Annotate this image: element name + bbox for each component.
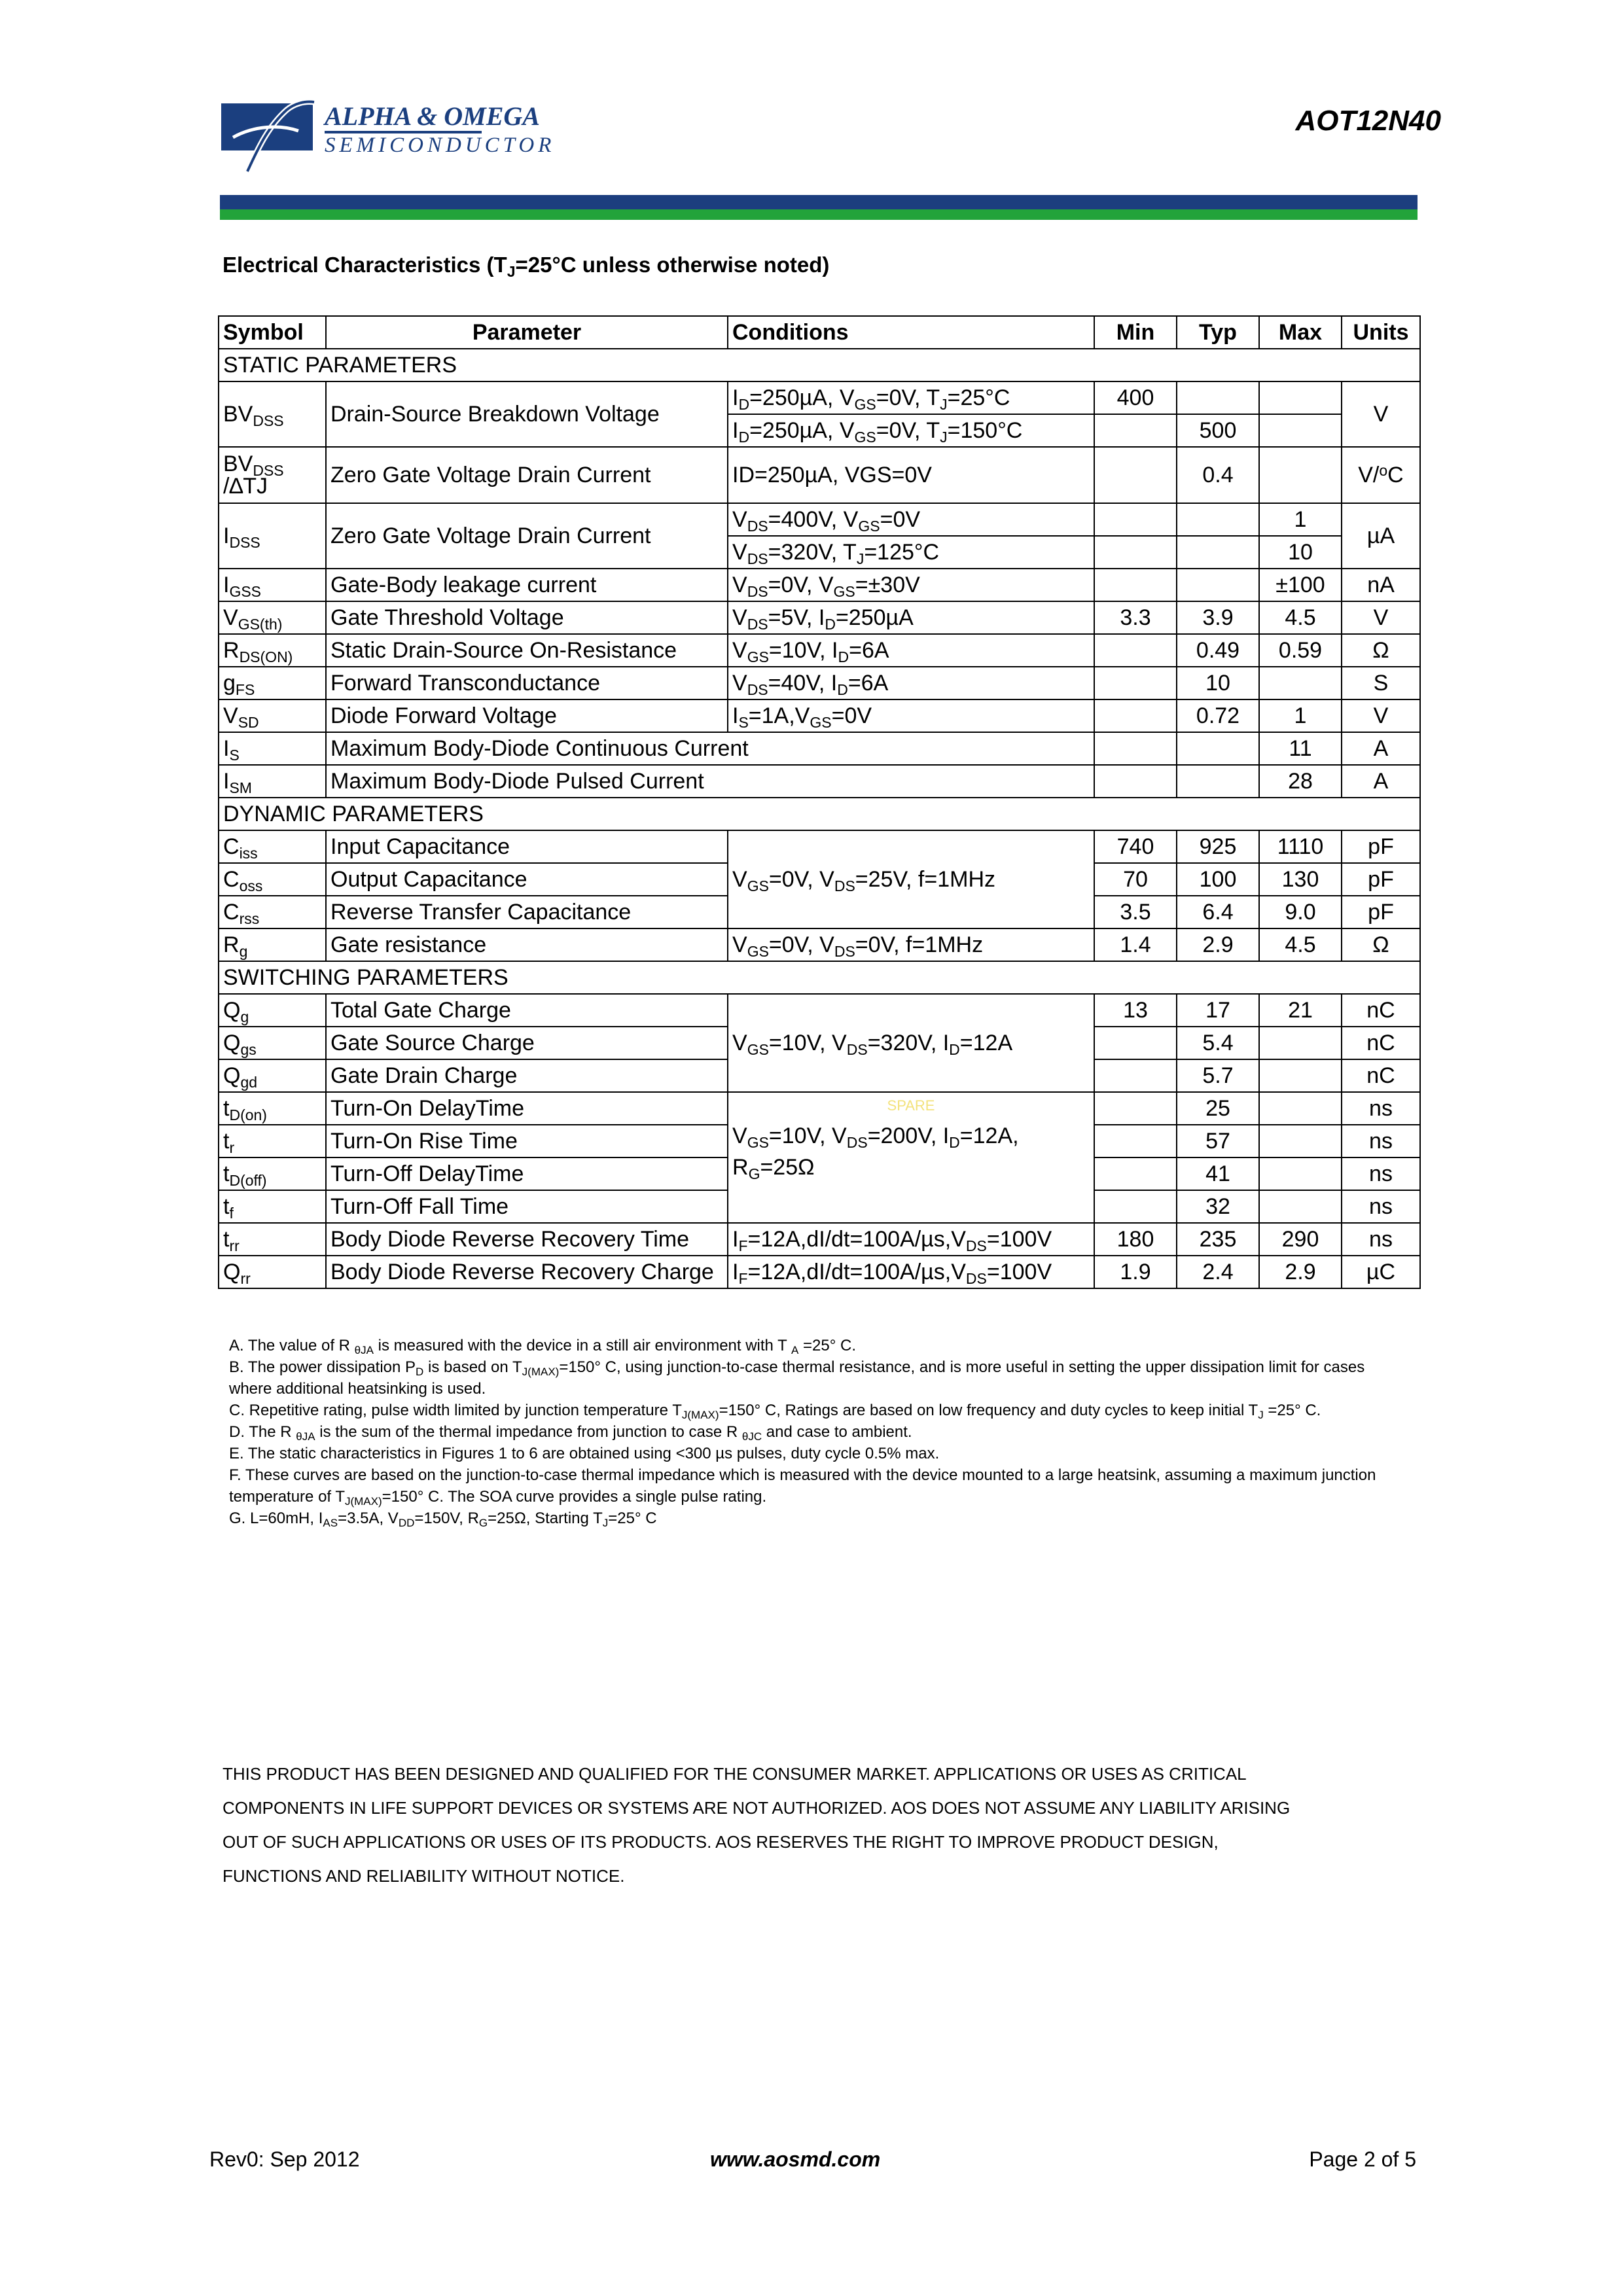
typ-cell: 0.4 <box>1177 447 1259 503</box>
min-cell <box>1094 765 1177 798</box>
max-cell: 21 <box>1259 994 1342 1027</box>
min-cell: 180 <box>1094 1223 1177 1256</box>
typ-cell: 3.9 <box>1177 601 1259 634</box>
symbol-cell: $R_g$ <box>219 928 326 961</box>
units-cell: S <box>1342 667 1420 699</box>
typ-cell: 500 <box>1177 414 1259 447</box>
parameter-cell: Reverse Transfer Capacitance <box>326 896 728 928</box>
min-cell: 1.4 <box>1094 928 1177 961</box>
units-cell: µC <box>1342 1256 1420 1288</box>
min-cell <box>1094 1059 1177 1092</box>
time-rows <box>219 1092 1420 1223</box>
conditions-cell: $I_D=250\mu A$, $V_{GS}=0V$, $T_J=150^\circ C$ <box>728 414 1094 447</box>
units-cell: pF <box>1342 896 1420 928</box>
col-header-parameter: Parameter <box>326 316 728 349</box>
max-cell <box>1259 1092 1342 1125</box>
dynamic-rows <box>219 830 1420 928</box>
conditions-cell: $I_F=12A,dI/dt=100A/\mu s,V_{DS}=100V$ <box>728 1223 1094 1256</box>
table-row <box>219 928 1420 961</box>
units-cell: nA <box>1342 569 1420 601</box>
units-cell: ns <box>1342 1190 1420 1223</box>
symbol-cell: $C_{oss}$ <box>219 863 326 896</box>
charge-rows <box>219 994 1420 1092</box>
min-cell <box>1094 414 1177 447</box>
conditions-cell: $V_{DS}=400V$, $V_{GS}=0V$ <box>728 503 1094 536</box>
diode-rows <box>219 1223 1420 1288</box>
max-cell <box>1259 381 1342 414</box>
table-row <box>219 1092 1420 1125</box>
typ-cell: 5.4 <box>1177 1027 1259 1059</box>
conditions-cell: $V_{GS}=10V$, $I_D=6A$ <box>728 634 1094 667</box>
max-cell: 130 <box>1259 863 1342 896</box>
typ-cell: 6.4 <box>1177 896 1259 928</box>
max-cell: 9.0 <box>1259 896 1342 928</box>
company-logo <box>221 98 588 175</box>
max-cell <box>1259 1027 1342 1059</box>
symbol-cell: $V_{GS(th)}$ <box>219 601 326 634</box>
units-cell: V <box>1342 699 1420 732</box>
typ-cell: 32 <box>1177 1190 1259 1223</box>
units-cell: nC <box>1342 1059 1420 1092</box>
typ-cell <box>1177 569 1259 601</box>
typ-cell: 17 <box>1177 994 1259 1027</box>
symbol-cell: $C_{iss}$ <box>219 830 326 863</box>
max-cell <box>1259 1125 1342 1157</box>
min-cell <box>1094 1190 1177 1223</box>
parameter-cell: Forward Transconductance <box>326 667 728 699</box>
typ-cell: 925 <box>1177 830 1259 863</box>
table-row <box>219 699 1420 732</box>
parameter-cell: Body Diode Reverse Recovery Time <box>326 1223 728 1256</box>
min-cell: 1.9 <box>1094 1256 1177 1288</box>
typ-cell <box>1177 536 1259 569</box>
disclaimer-line: OUT OF SUCH APPLICATIONS OR USES OF ITS PRODUCTS. AOS RESERVES THE RIGHT TO IMPROVE PRODUCT DESIGN, <box>223 1832 1219 1852</box>
units-cell: ns <box>1342 1223 1420 1256</box>
units-cell: A <box>1342 732 1420 765</box>
parameter-cell: Zero Gate Voltage Drain Current <box>326 503 728 569</box>
parameter-cell: Turn-On Rise Time <box>326 1125 728 1157</box>
footnote: E. The static characteristics in Figures 1 to 6 are obtained using <300 µs pulses, duty cycle 0.5% max. <box>229 1445 940 1462</box>
disclaimer-line: FUNCTIONS AND RELIABILITY WITHOUT NOTICE. <box>223 1866 625 1886</box>
table-row <box>219 667 1420 699</box>
max-cell <box>1259 667 1342 699</box>
conditions-cell: $V_{DS}=5V$, $I_D=250\mu A$ <box>728 601 1094 634</box>
max-cell: 1110 <box>1259 830 1342 863</box>
parameter-cell: Gate Source Charge <box>326 1027 728 1059</box>
table-row <box>219 1223 1420 1256</box>
max-cell: 11 <box>1259 732 1342 765</box>
col-header-max: Max <box>1259 316 1342 349</box>
max-cell <box>1259 1157 1342 1190</box>
parameter-cell: Diode Forward Voltage <box>326 699 728 732</box>
static-rows <box>219 569 1420 732</box>
min-cell: 3.3 <box>1094 601 1177 634</box>
units-cell: ns <box>1342 1125 1420 1157</box>
parameter-cell: Maximum Body-Diode Continuous Current <box>326 732 1094 765</box>
min-cell <box>1094 447 1177 503</box>
max-cell: 2.9 <box>1259 1256 1342 1288</box>
conditions-cell: $V_{DS}=40V$, $I_D=6A$ <box>728 667 1094 699</box>
symbol-cell: $I_{DSS}$ <box>219 503 326 569</box>
units-cell: V <box>1342 601 1420 634</box>
col-header-symbol: Symbol <box>219 316 326 349</box>
typ-cell <box>1177 732 1259 765</box>
typ-cell: 5.7 <box>1177 1059 1259 1092</box>
faint-annotation: SPARE <box>887 1097 935 1114</box>
units-cell: V <box>1342 381 1420 447</box>
symbol-cell: $V_{SD}$ <box>219 699 326 732</box>
min-cell: 70 <box>1094 863 1177 896</box>
parameter-cell: Turn-Off Fall Time <box>326 1190 728 1223</box>
parameter-cell: Drain-Source Breakdown Voltage <box>326 381 728 447</box>
conditions-cell: $V_{GS}=10V$, $V_{DS}=320V$, $I_D=12A$ <box>728 994 1094 1092</box>
min-cell <box>1094 667 1177 699</box>
conditions-cell: $V_{GS}=0V$, $V_{DS}=25V$, f=1MHz <box>728 830 1094 928</box>
disclaimer <box>223 1757 1414 1893</box>
symbol-cell: $I_S$ <box>219 732 326 765</box>
typ-cell: 2.9 <box>1177 928 1259 961</box>
header-band-green <box>220 209 1418 220</box>
symbol-cell: $BV_{DSS}$ /∆TJ <box>219 447 326 503</box>
table-header-row <box>219 316 1420 349</box>
units-cell: ns <box>1342 1092 1420 1125</box>
symbol-cell: $Q_g$ <box>219 994 326 1027</box>
max-cell: 0.59 <box>1259 634 1342 667</box>
parameter-cell: Static Drain-Source On-Resistance <box>326 634 728 667</box>
min-cell <box>1094 1027 1177 1059</box>
symbol-cell: $t_{D(off)}$ <box>219 1157 326 1190</box>
typ-cell: 235 <box>1177 1223 1259 1256</box>
min-cell <box>1094 732 1177 765</box>
conditions-cell: ID=250µA, VGS=0V <box>728 447 1094 503</box>
logo-subtitle: SEMICONDUCTOR <box>325 133 556 157</box>
max-cell: 4.5 <box>1259 601 1342 634</box>
max-cell <box>1259 1059 1342 1092</box>
min-cell: 400 <box>1094 381 1177 414</box>
units-cell: V/$^o$C <box>1342 447 1420 503</box>
table-row <box>219 765 1420 798</box>
table-row <box>219 732 1420 765</box>
parameter-cell: Gate Threshold Voltage <box>326 601 728 634</box>
conditions-cell: $I_S=1A,V_{GS}=0V$ <box>728 699 1094 732</box>
symbol-cell: $R_{DS(ON)}$ <box>219 634 326 667</box>
symbol-cell: $t_{rr}$ <box>219 1223 326 1256</box>
conditions-cell: $I_F=12A,dI/dt=100A/\mu s,V_{DS}=100V$ <box>728 1256 1094 1288</box>
symbol-cell: $Q_{gd}$ <box>219 1059 326 1092</box>
max-cell: 1 <box>1259 699 1342 732</box>
footnote: D. The R $_{\theta JA}$ is the sum of the thermal impedance from junction to case R $_{\theta JC}$ and case to ambient. <box>229 1423 912 1443</box>
max-cell <box>1259 447 1342 503</box>
min-cell <box>1094 536 1177 569</box>
table-row <box>219 381 1420 414</box>
footer-website-link[interactable]: www.aosmd.com <box>710 2147 881 2171</box>
symbol-cell: $C_{rss}$ <box>219 896 326 928</box>
parameter-cell: Zero Gate Voltage Drain Current <box>326 447 728 503</box>
units-cell: nC <box>1342 1027 1420 1059</box>
min-cell <box>1094 503 1177 536</box>
section-row-switching: SWITCHING PARAMETERS <box>219 961 1420 994</box>
typ-cell: 100 <box>1177 863 1259 896</box>
units-cell: pF <box>1342 830 1420 863</box>
table-row <box>219 569 1420 601</box>
min-cell: 13 <box>1094 994 1177 1027</box>
parameter-cell: Turn-On DelayTime <box>326 1092 728 1125</box>
typ-cell <box>1177 381 1259 414</box>
col-header-typ: Typ <box>1177 316 1259 349</box>
min-cell <box>1094 699 1177 732</box>
parameter-cell: Input Capacitance <box>326 830 728 863</box>
min-cell: 3.5 <box>1094 896 1177 928</box>
table-row <box>219 447 1420 503</box>
typ-cell: 57 <box>1177 1125 1259 1157</box>
typ-cell <box>1177 765 1259 798</box>
typ-cell <box>1177 503 1259 536</box>
parameter-cell: Gate resistance <box>326 928 728 961</box>
conditions-cell: SPARE $V_{GS}=10V$, $V_{DS}=200V$, $I_D=12A$, $R_G=25\Omega$ <box>728 1092 1094 1223</box>
logo-name: ALPHA & OMEGA <box>325 101 540 131</box>
col-header-min: Min <box>1094 316 1177 349</box>
static-span-rows <box>219 732 1420 798</box>
units-cell: Ω <box>1342 928 1420 961</box>
header-band-blue <box>220 195 1418 209</box>
typ-cell: 2.4 <box>1177 1256 1259 1288</box>
typ-cell: 25 <box>1177 1092 1259 1125</box>
footnote: A. The value of R $_{\theta JA}$ is measured with the device in a still air environment with T $_A$ =25° C. <box>229 1337 857 1356</box>
parameter-cell: Gate-Body leakage current <box>326 569 728 601</box>
col-header-conditions: Conditions <box>728 316 1094 349</box>
parameter-cell: Turn-Off DelayTime <box>326 1157 728 1190</box>
conditions-cell: $I_D=250\mu A$, $V_{GS}=0V$, $T_J=25^\circ C$ <box>728 381 1094 414</box>
min-cell <box>1094 1092 1177 1125</box>
typ-cell: 10 <box>1177 667 1259 699</box>
min-cell <box>1094 1125 1177 1157</box>
part-number: AOT12N40 <box>1295 105 1441 137</box>
conditions-cell: $V_{DS}=320V$, $T_J=125^\circ C$ <box>728 536 1094 569</box>
max-cell: 1 <box>1259 503 1342 536</box>
units-cell: A <box>1342 765 1420 798</box>
units-cell: pF <box>1342 863 1420 896</box>
table-row <box>219 1256 1420 1288</box>
min-cell: 740 <box>1094 830 1177 863</box>
symbol-cell: $t_f$ <box>219 1190 326 1223</box>
footer-page-number: Page 2 of 5 <box>1309 2147 1416 2171</box>
symbol-cell: $g_{FS}$ <box>219 667 326 699</box>
symbol-cell: $t_r$ <box>219 1125 326 1157</box>
conditions-cell: $V_{GS}=0V$, $V_{DS}=0V$, f=1MHz <box>728 928 1094 961</box>
section-title: Electrical Characteristics ($T_J=25^\circ C$ unless otherwise noted) <box>223 253 830 280</box>
units-cell: ns <box>1342 1157 1420 1190</box>
typ-cell: 0.49 <box>1177 634 1259 667</box>
typ-cell: 0.72 <box>1177 699 1259 732</box>
electrical-characteristics-table <box>218 315 1421 1289</box>
max-cell: 290 <box>1259 1223 1342 1256</box>
symbol-cell: $Q_{gs}$ <box>219 1027 326 1059</box>
max-cell: 4.5 <box>1259 928 1342 961</box>
units-cell: Ω <box>1342 634 1420 667</box>
parameter-cell: Output Capacitance <box>326 863 728 896</box>
footer-revision: Rev0: Sep 2012 <box>209 2147 360 2171</box>
typ-cell: 41 <box>1177 1157 1259 1190</box>
disclaimer-line: THIS PRODUCT HAS BEEN DESIGNED AND QUALIFIED FOR THE CONSUMER MARKET. APPLICATIONS OR USES AS CRITICAL <box>223 1764 1247 1784</box>
parameter-cell: Gate Drain Charge <box>326 1059 728 1092</box>
table-row <box>219 601 1420 634</box>
disclaimer-line: COMPONENTS IN LIFE SUPPORT DEVICES OR SYSTEMS ARE NOT AUTHORIZED. AOS DOES NOT ASSUME ANY LIABILITY ARISING <box>223 1798 1291 1818</box>
table-row <box>219 994 1420 1027</box>
section-row-dynamic: DYNAMIC PARAMETERS <box>219 798 1420 830</box>
min-cell <box>1094 634 1177 667</box>
min-cell <box>1094 1157 1177 1190</box>
col-header-units: Units <box>1342 316 1420 349</box>
footnote: G. L=60mH, $I_{AS}=3.5A$, $V_{DD}=150V$, $R_G=25\Omega$, Starting $T_J=25^\circ$ C <box>229 1510 657 1529</box>
min-cell <box>1094 569 1177 601</box>
footnote: C. Repetitive rating, pulse width limited by junction temperature $T_{J(MAX)}=150^\circ$ C, Ratings are based on low frequency and duty cycles to keep initial $T_J =25^\circ$ C. <box>229 1402 1321 1421</box>
logo-alpha-icon <box>221 98 326 175</box>
footnote: B. The power dissipation $P_D$ is based on $T_{J(MAX)}=150^\circ$ C, using junction-to-case thermal resistance, and is more useful in setting the upper dissipation limit for cases where additional heatsinking is used. <box>229 1358 1365 1398</box>
parameter-cell: Maximum Body-Diode Pulsed Current <box>326 765 1094 798</box>
table-row <box>219 634 1420 667</box>
symbol-cell: $BV_{DSS}$ <box>219 381 326 447</box>
max-cell: 28 <box>1259 765 1342 798</box>
symbol-cell: $Q_{rr}$ <box>219 1256 326 1288</box>
symbol-cell: $I_{SM}$ <box>219 765 326 798</box>
parameter-cell: Body Diode Reverse Recovery Charge <box>326 1256 728 1288</box>
max-cell <box>1259 1190 1342 1223</box>
section-row-static: STATIC PARAMETERS <box>219 349 1420 381</box>
units-cell: nC <box>1342 994 1420 1027</box>
symbol-cell: $I_{GSS}$ <box>219 569 326 601</box>
footnote: F. These curves are based on the junction-to-case thermal impedance which is measured with the device mounted to a large heatsink, assuming a maximum junction temperature of $T_{J(MAX)}=150^\circ$ C. The SOA curve provides a single pulse rating. <box>229 1466 1376 1508</box>
conditions-cell: $V_{DS}=0V$, $V_{GS}=\pm 30V$ <box>728 569 1094 601</box>
max-cell: 10 <box>1259 536 1342 569</box>
table-row <box>219 503 1420 536</box>
parameter-cell: Total Gate Charge <box>326 994 728 1027</box>
table-row <box>219 830 1420 863</box>
max-cell: ±100 <box>1259 569 1342 601</box>
max-cell <box>1259 414 1342 447</box>
symbol-cell: $t_{D(on)}$ <box>219 1092 326 1125</box>
units-cell: µA <box>1342 503 1420 569</box>
footnotes <box>229 1335 1400 1529</box>
